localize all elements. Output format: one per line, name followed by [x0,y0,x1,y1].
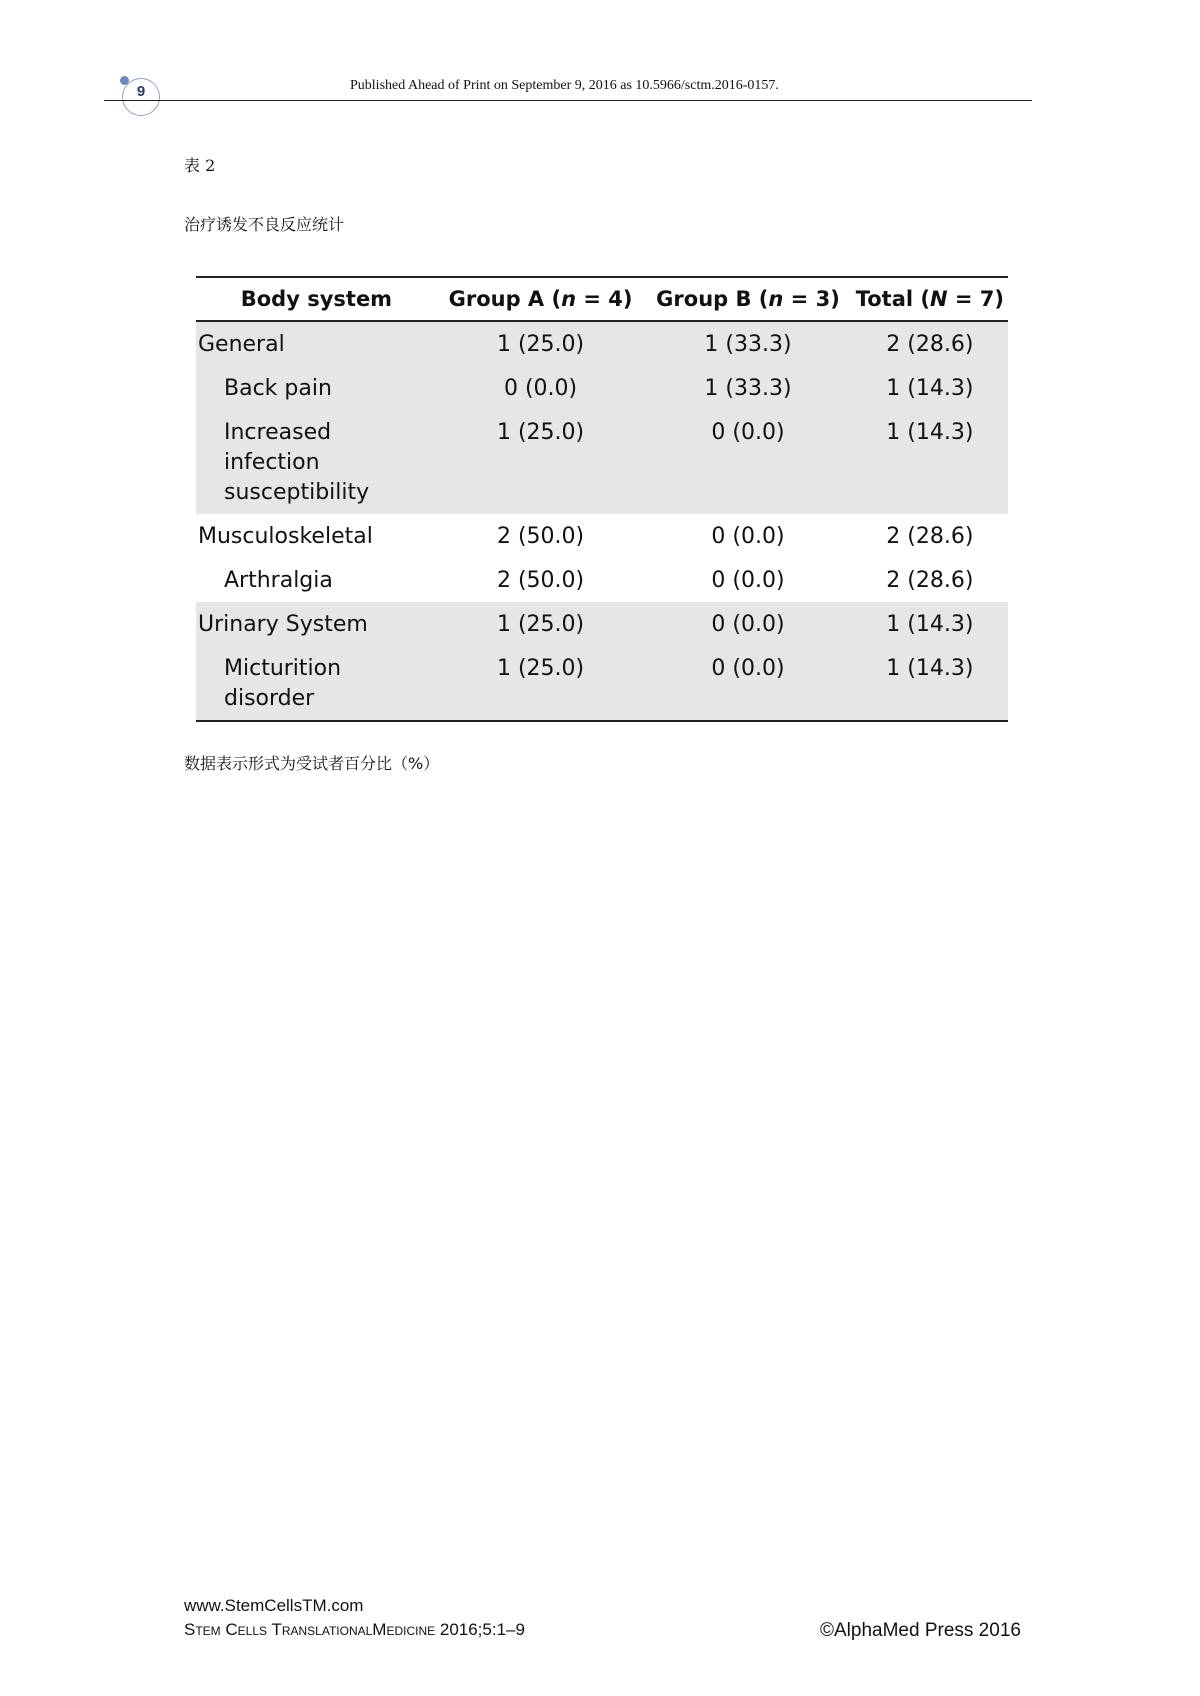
group-b-cell: 1 (33.3) [644,366,851,410]
body-system-cell: Musculoskeletal [198,524,373,549]
total-cell: 2 (28.6) [886,568,974,593]
group-a-cell: 1 (25.0) [437,646,644,721]
table-header-row [196,277,1008,321]
group-b-cell: 0 (0.0) [711,524,785,549]
group-a-cell: 1 (25.0) [437,602,644,646]
group-a-cell: 1 (25.0) [437,410,644,514]
total-cell: 1 (14.3) [852,366,1008,410]
header-rule [104,100,1032,101]
adverse-events-table [196,276,1008,722]
group-b-cell: 0 (0.0) [644,602,851,646]
group-a-cell: 1 (25.0) [437,321,644,366]
page-number-badge [122,78,160,116]
table-row [196,514,1008,558]
group-b-cell: 0 (0.0) [711,568,785,593]
body-system-cell: Back pain [196,366,437,410]
running-header [0,70,1200,100]
citation-detail: 2016;5:1–9 [435,1620,525,1639]
footer-url: www.StemCellsTM.com [184,1596,364,1615]
body-system-cell: Increased infection susceptibility [196,410,437,514]
header-body-system: Body system [240,287,393,311]
group-a-cell: 2 (50.0) [496,568,585,593]
body-system-cell: General [196,321,437,366]
total-cell: 1 (14.3) [852,646,1008,721]
total-cell: 1 (14.3) [852,410,1008,514]
body-system-cell: Arthralgia [224,568,333,593]
page-number: 9 [136,83,146,100]
header-group-a: Group A (n = 4) [448,287,633,311]
total-cell: 1 (14.3) [852,602,1008,646]
table-row [196,321,1008,366]
group-b-cell: 0 (0.0) [644,410,851,514]
table-label: 表 2 [184,156,216,175]
table-row [196,410,1008,514]
table-note: 数据表示形式为受试者百分比（%） [184,754,440,773]
table-row [196,558,1008,602]
footer-citation [184,1620,525,1640]
table-row [196,646,1008,721]
body-system-cell: Urinary System [196,602,437,646]
table-title: 治疗诱发不良反应统计 [184,215,345,234]
table-row [196,602,1008,646]
total-cell: 2 (28.6) [886,524,974,549]
group-a-cell: 2 (50.0) [496,524,585,549]
header-total: Total (N = 7) [855,287,1004,311]
total-cell: 2 (28.6) [852,321,1008,366]
table-row [196,366,1008,410]
header-group-b: Group B (n = 3) [656,287,840,311]
body-system-cell: Micturition disorder [196,646,437,721]
footer-copyright: ©AlphaMed Press 2016 [820,1620,1021,1641]
group-b-cell: 0 (0.0) [644,646,851,721]
publication-notice: Published Ahead of Print on September 9, 2016 as 10.5966/sctm.2016-0157. [350,78,779,93]
journal-name: Stem Cells TranslationalMedicine [184,1620,436,1639]
group-a-cell: 0 (0.0) [437,366,644,410]
group-b-cell: 1 (33.3) [644,321,851,366]
